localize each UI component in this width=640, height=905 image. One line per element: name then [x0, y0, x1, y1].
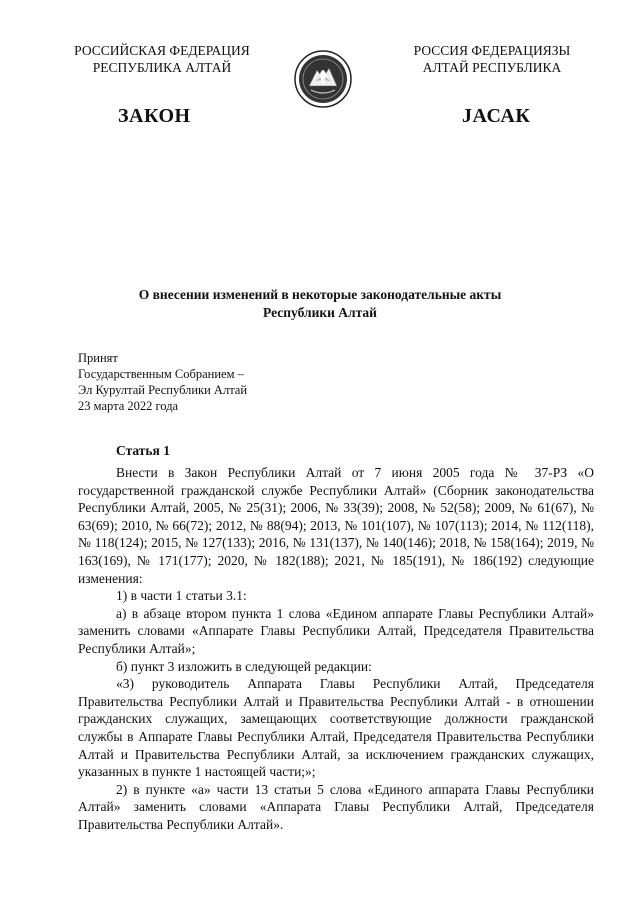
document-title-line2: Республики Алтай [263, 305, 377, 320]
header-left-line2: РЕСПУБЛИКА АЛТАЙ [92, 60, 232, 75]
adoption-line1: Принят [78, 351, 118, 365]
adoption-line2: Государственным Собранием – [78, 367, 244, 381]
header-left-line1: РОССИЙСКАЯ ФЕДЕРАЦИЯ [74, 43, 250, 58]
header-right-line1: РОССИЯ ФЕДЕРАЦИЯЗЫ [413, 43, 571, 58]
article-paragraph: Внести в Закон Республики Алтай от 7 июня 2005 года № 37-РЗ «О государственной гражданской службе Республики Алтай» (Сборник законодательства Республики Алтай, 2005, № 25(31); 2006, № 33(39); 2008, № 52(58); 2009, № 61(67), № 63(69); 2010, № 66(72); 2012, № 88(94); 2013, № 101(107), № 107(113); 2014, № 112(118), № 118(124); 2015, № 127(133); 2016, № 131(137), № 140(146); 2018, № 158(164); 2019, № 163(169), № 171(177); 2020, № 182(188); 2021, № 185(191), № 186(192) следующие изменения: [78, 465, 594, 586]
adoption-date: 23 марта 2022 года [78, 399, 179, 413]
adoption-block [78, 350, 247, 414]
article-paragraph: б) пункт 3 изложить в следующей редакции: [116, 658, 372, 674]
article-paragraph: 2) в пункте «а» части 13 статьи 5 слова «Единого аппарата Главы Республики Алтай» заменить словами «Аппарата Главы Республики Алтай, Председателя Правительства Республики Алтай». [78, 781, 594, 832]
document-title-line1: О внесении изменений в некоторые законодательные акты [138, 287, 502, 302]
article-paragraph: «3) руководитель Аппарата Главы Республики Алтай, Председателя Правительства Республики Алтай и Правительства Республики Алтай - в отношении гражданских служащих, замещающих соответствующие должности гражданской службы в Аппарате Главы Республики Алтай, Председателя Правительства Республики Алтай и Правительства Республики Алтай, за исключением гражданских служащих, указанных в пункте 1 настоящей части;»; [78, 676, 594, 780]
law-title-altai: ЈАСАК [462, 105, 531, 127]
header-altai [372, 42, 612, 76]
article-paragraph: а) в абзаце втором пункта 1 слова «Едином аппарате Главы Республики Алтай» заменить словами «Аппарате Главы Республики Алтай, Председателя Правительства Республики Алтай»; [78, 605, 594, 656]
article-heading: Статья 1 [116, 443, 170, 458]
article-paragraph: 1) в части 1 статьи 3.1: [116, 588, 247, 604]
adoption-line3: Эл Курултай Республики Алтай [78, 383, 248, 397]
coat-of-arms-icon [293, 44, 353, 114]
article-body [78, 464, 594, 833]
header-russian [42, 42, 282, 76]
document-title [70, 286, 570, 322]
law-title-russian: ЗАКОН [118, 105, 191, 127]
header-right-line2: АЛТАЙ РЕСПУБЛИКА [422, 60, 562, 75]
